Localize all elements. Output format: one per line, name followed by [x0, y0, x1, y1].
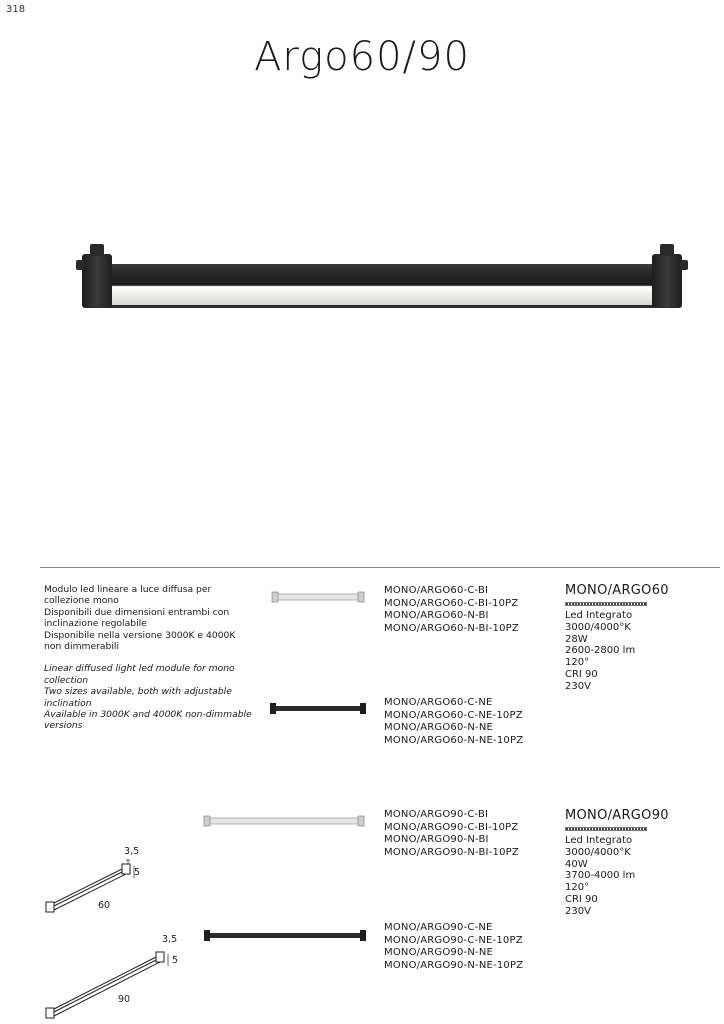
- product-code: MONO/ARGO90-N-BI: [384, 834, 489, 846]
- product-code: MONO/ARGO90-C-BI-10PZ: [384, 821, 519, 833]
- argo60-depth-label: 5: [134, 867, 141, 878]
- page-number: 318: [6, 4, 26, 15]
- product-code: MONO/ARGO90-N-BI-10PZ: [384, 846, 519, 858]
- product-code: MONO/ARGO60-C-NE-10PZ: [384, 709, 523, 721]
- page-title: Argo60/90: [254, 34, 470, 80]
- argo60-length-label: 60: [98, 900, 111, 911]
- spec-item: 120°: [565, 657, 590, 669]
- description-it-line: Disponibili due dimensioni entrambi con: [44, 606, 230, 618]
- argo60-white-thumbnail: [270, 588, 366, 606]
- description-en-line: inclination: [44, 697, 92, 709]
- description-it-line: inclinazione regolabile: [44, 618, 147, 630]
- description-en-line: collection: [44, 674, 89, 686]
- spec-item: 3000/4000°K: [565, 846, 631, 858]
- description-en-line: Two sizes available, both with adjustable: [44, 686, 232, 698]
- spec-item: 230V: [565, 680, 591, 692]
- spec-item: CRI 90: [565, 668, 598, 680]
- description-it-line: Disponibile nella versione 3000K e 4000K: [44, 629, 236, 641]
- product-code: MONO/ARGO60-C-NE: [384, 697, 493, 708]
- product-code: MONO/ARGO60-N-NE-10PZ: [384, 734, 524, 746]
- product-code: MONO/ARGO60-N-BI: [384, 610, 489, 622]
- argo90-dimension-drawing: [40, 942, 180, 1022]
- argo90-black-thumbnail: [202, 927, 368, 945]
- product-code: MONO/ARGO60-C-BI-10PZ: [384, 597, 519, 609]
- argo60-black-codes: [384, 697, 523, 747]
- argo90-white-codes: [384, 809, 519, 859]
- product-code: MONO/ARGO90-N-NE-10PZ: [384, 959, 524, 971]
- argo90-black-codes: [384, 922, 523, 972]
- product-code: MONO/ARGO90-C-BI: [384, 809, 489, 820]
- product-code: MONO/ARGO60-N-BI-10PZ: [384, 622, 519, 634]
- argo90-depth-label: 5: [172, 955, 179, 966]
- spec-item: Led Integrato: [565, 610, 633, 621]
- spec-item: 3700-4000 lm: [565, 870, 636, 882]
- description-it-line: non dimmerabili: [44, 641, 120, 653]
- argo90-spec-block: [565, 808, 669, 918]
- hero-product-image: [60, 236, 700, 326]
- spec-item: 230V: [565, 905, 591, 917]
- product-description: [44, 584, 254, 732]
- argo90-length-label: 90: [118, 994, 131, 1005]
- product-code: MONO/ARGO60-N-NE: [384, 722, 494, 734]
- spec-item: CRI 90: [565, 893, 598, 905]
- argo90-height-label: 3,5: [162, 934, 178, 945]
- spec-item: 120°: [565, 882, 590, 894]
- argo60-white-codes: [384, 585, 519, 635]
- spec-item: 2600-2800 lm: [565, 645, 636, 657]
- argo60-height-label: 3,5: [124, 846, 140, 857]
- spec-title: MONO/ARGO60: [565, 583, 669, 598]
- product-code: MONO/ARGO90-C-NE: [384, 922, 493, 933]
- argo90-white-thumbnail: [202, 812, 366, 830]
- spec-dots-rule: [565, 602, 647, 606]
- description-en-line: Available in 3000K and 4000K non-dimmable: [44, 709, 252, 721]
- product-code: MONO/ARGO90-C-NE-10PZ: [384, 934, 523, 946]
- spec-item: 28W: [565, 633, 588, 645]
- description-en-line: versions: [44, 720, 83, 732]
- spec-item: 3000/4000°K: [565, 621, 631, 633]
- description-it-line: Modulo led lineare a luce diffusa per: [44, 584, 212, 595]
- product-code: MONO/ARGO90-N-NE: [384, 947, 494, 959]
- argo60-black-thumbnail: [268, 700, 368, 718]
- spec-item: 40W: [565, 858, 588, 870]
- description-en-line: Linear diffused light led module for mono: [44, 663, 235, 675]
- spec-dots-rule: [565, 827, 647, 831]
- description-it-line: collezione mono: [44, 595, 119, 607]
- product-code: MONO/ARGO60-C-BI: [384, 585, 489, 596]
- spec-title: MONO/ARGO90: [565, 808, 669, 823]
- spec-item: Led Integrato: [565, 835, 633, 846]
- argo60-spec-block: [565, 583, 669, 693]
- section-divider: [40, 567, 720, 568]
